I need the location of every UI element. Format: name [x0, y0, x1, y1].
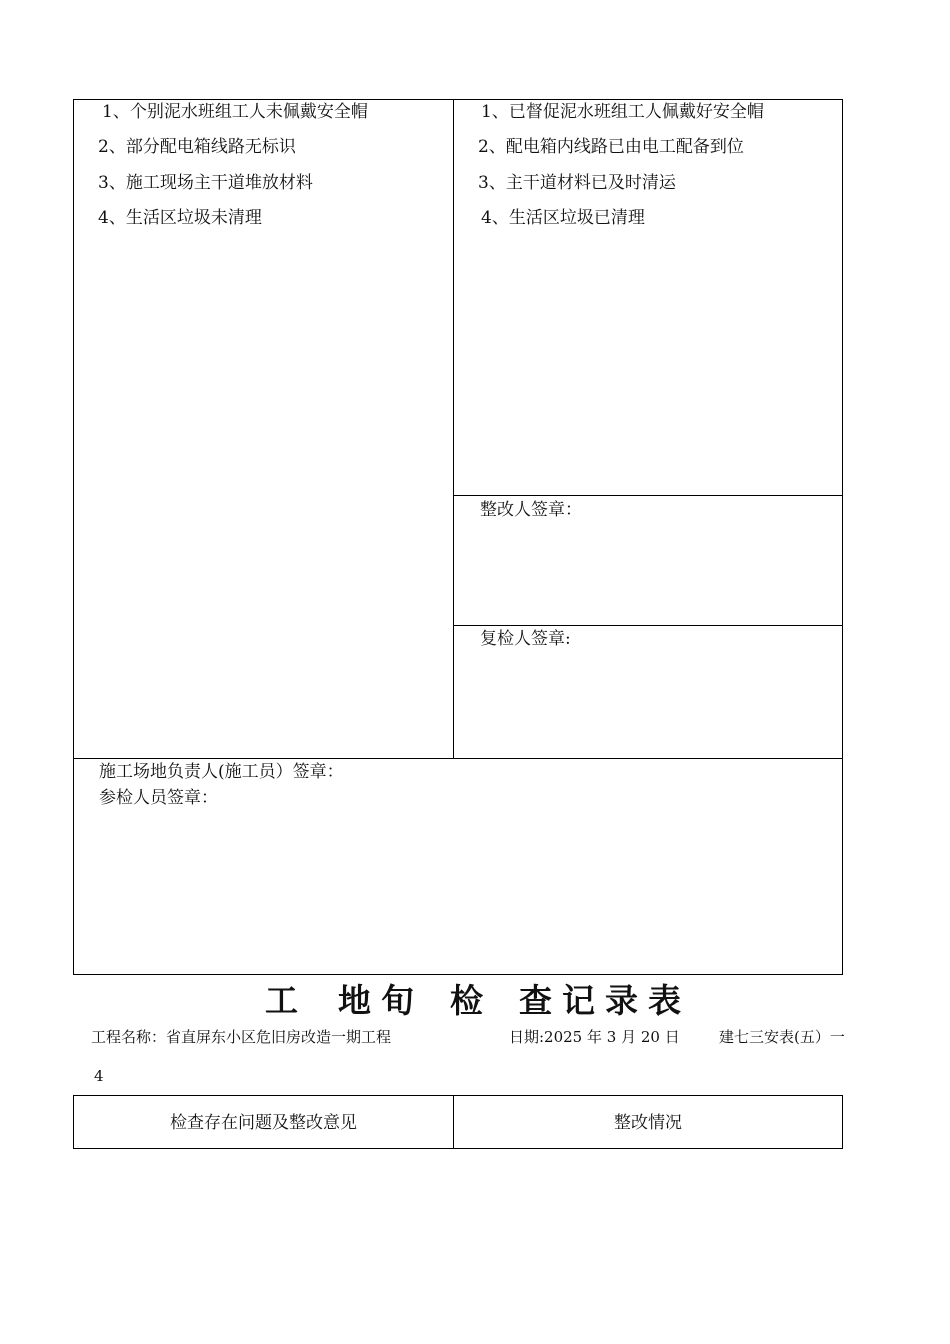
- problem-item: 3、施工现场主干道堆放材料: [98, 173, 313, 193]
- table-border-bottom: [73, 974, 843, 975]
- site-leader-signature-label: 施工场地负责人(施工员）签章：: [99, 762, 344, 782]
- title-char: 工: [265, 981, 298, 1020]
- column-header-rectification: 整改情况: [614, 1113, 682, 1133]
- rectification-item: 2、配电箱内线路已由电工配备到位: [478, 137, 744, 157]
- problem-item: 1、个别泥水班组工人未佩戴安全帽: [102, 102, 368, 122]
- title-char: 旬: [381, 981, 414, 1020]
- header-border-bottom: [73, 1148, 843, 1149]
- header-border-right: [842, 1095, 843, 1149]
- title-char: 表: [648, 981, 681, 1020]
- inspection-date: 日期:2025 年 3 月 20 日: [509, 1028, 680, 1046]
- column-header-problems: 检查存在问题及整改意见: [170, 1113, 357, 1133]
- inspectors-signature-label: 参检人员签章：: [99, 788, 218, 808]
- header-border-top: [73, 1095, 843, 1096]
- title-char: 查: [519, 981, 552, 1020]
- rectification-item: 1、已督促泥水班组工人佩戴好安全帽: [481, 102, 764, 122]
- form-code: 建七三安表(五）一: [719, 1028, 845, 1046]
- title-char: 记: [562, 981, 595, 1020]
- column-divider: [453, 99, 454, 759]
- problem-item: 4、生活区垃圾未清理: [98, 208, 262, 228]
- project-name: 工程名称：省直屏东小区危旧房改造一期工程: [91, 1028, 392, 1046]
- row-divider-rectifier: [453, 495, 843, 496]
- title-char: 检: [450, 981, 483, 1020]
- rectification-item: 4、生活区垃圾已清理: [481, 208, 645, 228]
- row-divider-rechecker: [453, 625, 843, 626]
- table-border-right: [842, 99, 843, 975]
- title-char: 录: [605, 981, 638, 1020]
- title-char: 地: [338, 981, 371, 1020]
- row-divider-signatures: [73, 758, 843, 759]
- form-title: [0, 981, 950, 1023]
- table-border-left: [73, 99, 74, 975]
- table-border-top: [73, 99, 843, 100]
- rechecker-signature-label: 复检人签章:: [480, 629, 571, 649]
- problem-item: 2、部分配电箱线路无标识: [98, 137, 296, 157]
- form-code-suffix: 4: [94, 1067, 104, 1085]
- rectifier-signature-label: 整改人签章：: [480, 500, 582, 520]
- rectification-item: 3、主干道材料已及时清运: [478, 173, 676, 193]
